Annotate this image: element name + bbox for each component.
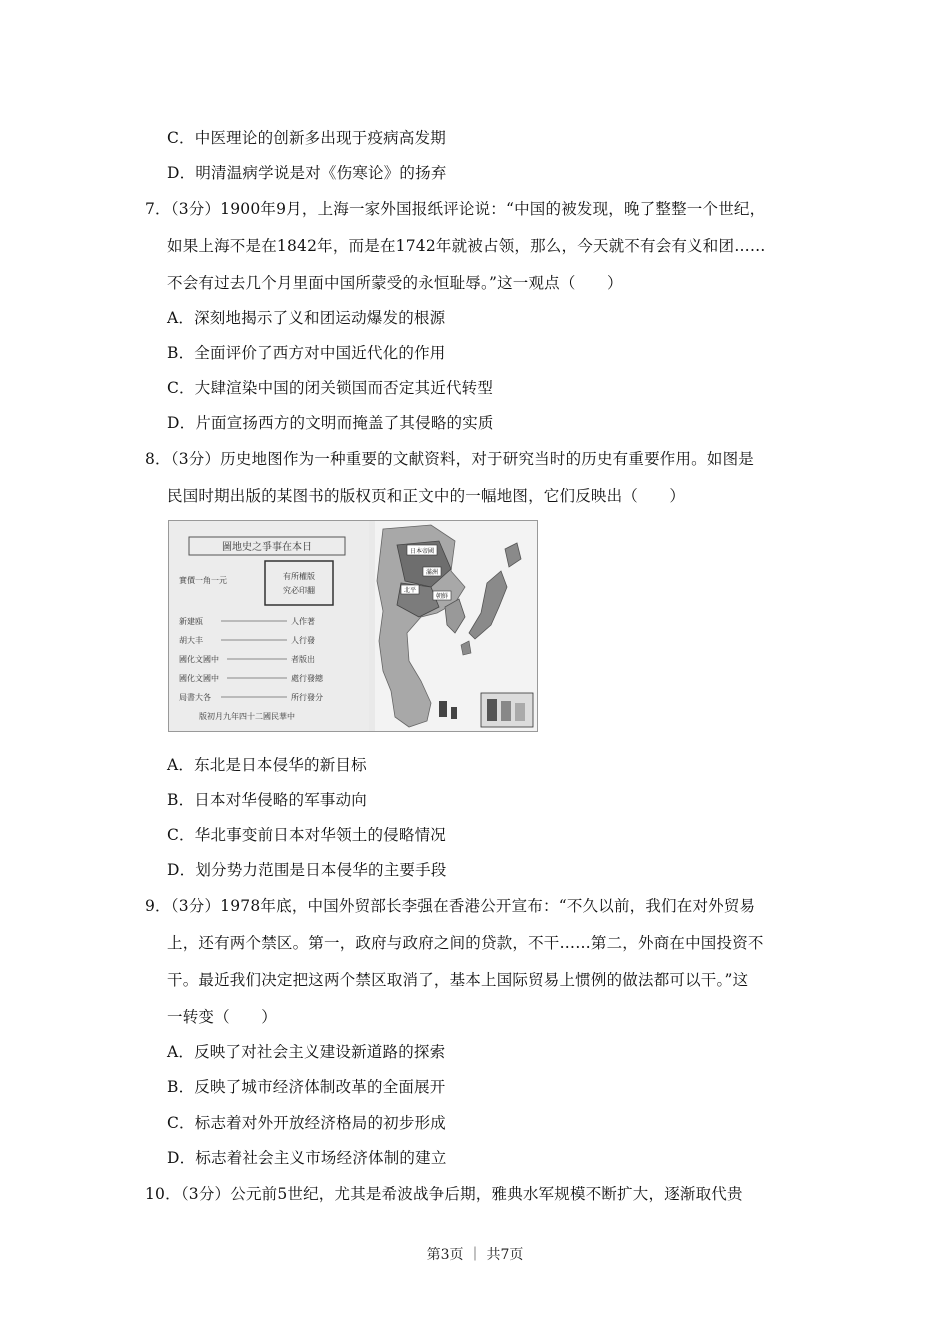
- q7-option-c: [167, 378, 493, 398]
- q7-stem-line-1: [145, 199, 765, 219]
- option-label: B．: [167, 344, 195, 362]
- question-number: 10．: [145, 1185, 181, 1203]
- option-label: A．: [167, 1043, 195, 1061]
- q8-stem-line-2: 民国时期出版的某图书的版权页和正文中的一幅地图，它们反映出（ ）: [167, 487, 686, 505]
- q9-stem-line-4: 一转变（ ）: [167, 1008, 277, 1026]
- question-number: 7．: [145, 200, 171, 218]
- copyright-stamp-line-2: 究必印翻: [283, 586, 315, 595]
- q9-option-d: [167, 1148, 447, 1168]
- option-text: 反映了对社会主义建设新道路的探索: [194, 1043, 446, 1061]
- q7-stem-line-3: 不会有过去几个月里面中国所蒙受的永恒耻辱。”这一观点（ ）: [167, 274, 623, 292]
- q7-option-d: [167, 413, 494, 433]
- option-text: 全面评价了西方对中国近代化的作用: [194, 344, 446, 362]
- q9-option-a: [167, 1042, 445, 1062]
- legend-swatch: [487, 699, 497, 721]
- q8-figure: [168, 520, 538, 732]
- copyright-row-right: 所行發分: [291, 693, 323, 702]
- map-island: [439, 701, 447, 717]
- page-footer: [0, 1246, 950, 1264]
- stem-text: （3分）1978年底，中国外贸部长李强在香港公开宣布：“不久以前，我们在对外贸易: [170, 897, 756, 915]
- copyright-stamp-line-1: 有所權版: [283, 572, 315, 581]
- q10-stem-line-1: [145, 1184, 743, 1204]
- question-number: 8．: [145, 450, 171, 468]
- option-text: 明清温病学说是对《伤寒论》的扬弃: [195, 164, 447, 182]
- copyright-row-left: 局書大各: [179, 693, 211, 702]
- q6-option-d: [167, 163, 447, 183]
- stem-text: （3分）1900年9月，上海一家外国报纸评论说：“中国的被发现，晚了整整一个世纪，: [170, 200, 766, 218]
- map-label: 日本帝國: [409, 548, 435, 555]
- map-label: 朝鮮: [435, 593, 449, 600]
- footer-separator: ｜: [468, 1247, 482, 1263]
- option-text: 华北事变前日本对华领土的侵略情况: [194, 826, 446, 844]
- q8-option-b: [167, 790, 367, 810]
- option-text: 日本对华侵略的军事动向: [194, 791, 367, 809]
- option-text: 片面宣扬西方的文明而掩盖了其侵略的实质: [195, 414, 494, 432]
- copyright-row-right: 人作著: [291, 617, 315, 626]
- option-label: A．: [167, 309, 195, 327]
- option-label: D．: [167, 861, 196, 879]
- legend-swatch: [515, 703, 525, 721]
- q9-stem-line-3: 干。最近我们决定把这两个禁区取消了，基本上国际贸易上惯例的做法都可以干。”这: [167, 971, 749, 989]
- copyright-date: 版初月九年四十二國民華中: [199, 712, 295, 721]
- copyright-row-left: 胡大丰: [179, 636, 203, 645]
- option-label: C．: [167, 379, 195, 397]
- option-label: D．: [167, 164, 196, 182]
- copyright-row-left: 國化文國中: [179, 655, 219, 664]
- option-text: 中医理论的创新多出现于疫病高发期: [194, 129, 446, 147]
- option-text: 深刻地揭示了义和团运动爆发的根源: [194, 309, 446, 327]
- q9-option-c: [167, 1113, 446, 1133]
- option-label: D．: [167, 1149, 196, 1167]
- q8-figure-svg: [169, 521, 537, 731]
- q7-option-a: [167, 308, 445, 328]
- footer-page: 第3页: [426, 1247, 464, 1263]
- map-label: 滿洲: [425, 569, 439, 576]
- q8-stem-line-1: [145, 449, 754, 469]
- copyright-title: 圖地史之爭事在本日: [222, 542, 312, 553]
- option-text: 大肆渲染中国的闭关锁国而否定其近代转型: [194, 379, 494, 397]
- option-text: 标志着社会主义市场经济体制的建立: [195, 1149, 447, 1167]
- q7-option-b: [167, 343, 446, 363]
- legend-swatch: [501, 701, 511, 721]
- option-text: 东北是日本侵华的新目标: [194, 756, 367, 774]
- option-label: B．: [167, 1078, 195, 1096]
- q6-option-c: [167, 128, 446, 148]
- copyright-row-left: 新建瓯: [179, 617, 203, 626]
- copyright-price: 實價一角一元: [179, 576, 227, 585]
- copyright-row-right: 處行發總: [291, 674, 323, 683]
- q9-stem-line-2: 上，还有两个禁区。第一，政府与政府之间的贷款，不干……第二，外商在中国投资不: [167, 934, 764, 952]
- option-text: 划分势力范围是日本侵华的主要手段: [195, 861, 447, 879]
- map-label: 北平: [403, 587, 417, 594]
- map-island: [451, 707, 457, 719]
- footer-total: 共7页: [486, 1247, 524, 1263]
- q9-option-b: [167, 1077, 446, 1097]
- question-number: 9．: [145, 897, 171, 915]
- q8-option-a: [167, 755, 367, 775]
- option-label: D．: [167, 414, 196, 432]
- option-text: 标志着对外开放经济格局的初步形成: [194, 1114, 446, 1132]
- option-label: C．: [167, 826, 195, 844]
- q9-stem-line-1: [145, 896, 755, 916]
- stem-text: （3分）历史地图作为一种重要的文献资料，对于研究当时的历史有重要作用。如图是: [170, 450, 754, 468]
- copyright-row-right: 人行發: [291, 636, 315, 645]
- option-label: A．: [167, 756, 195, 774]
- q8-option-d: [167, 860, 447, 880]
- option-text: 反映了城市经济体制改革的全面展开: [194, 1078, 446, 1096]
- q8-option-c: [167, 825, 446, 845]
- stem-text: （3分）公元前5世纪，尤其是希波战争后期，雅典水军规模不断扩大，逐渐取代贵: [180, 1185, 743, 1203]
- copyright-row-left: 國化文國中: [179, 674, 219, 683]
- copyright-row-right: 者版出: [291, 655, 315, 664]
- option-label: C．: [167, 1114, 195, 1132]
- q7-stem-line-2: 如果上海不是在1842年，而是在1742年就被占领，那么，今天就不有会有义和团……: [167, 237, 766, 255]
- option-label: B．: [167, 791, 195, 809]
- option-label: C．: [167, 129, 195, 147]
